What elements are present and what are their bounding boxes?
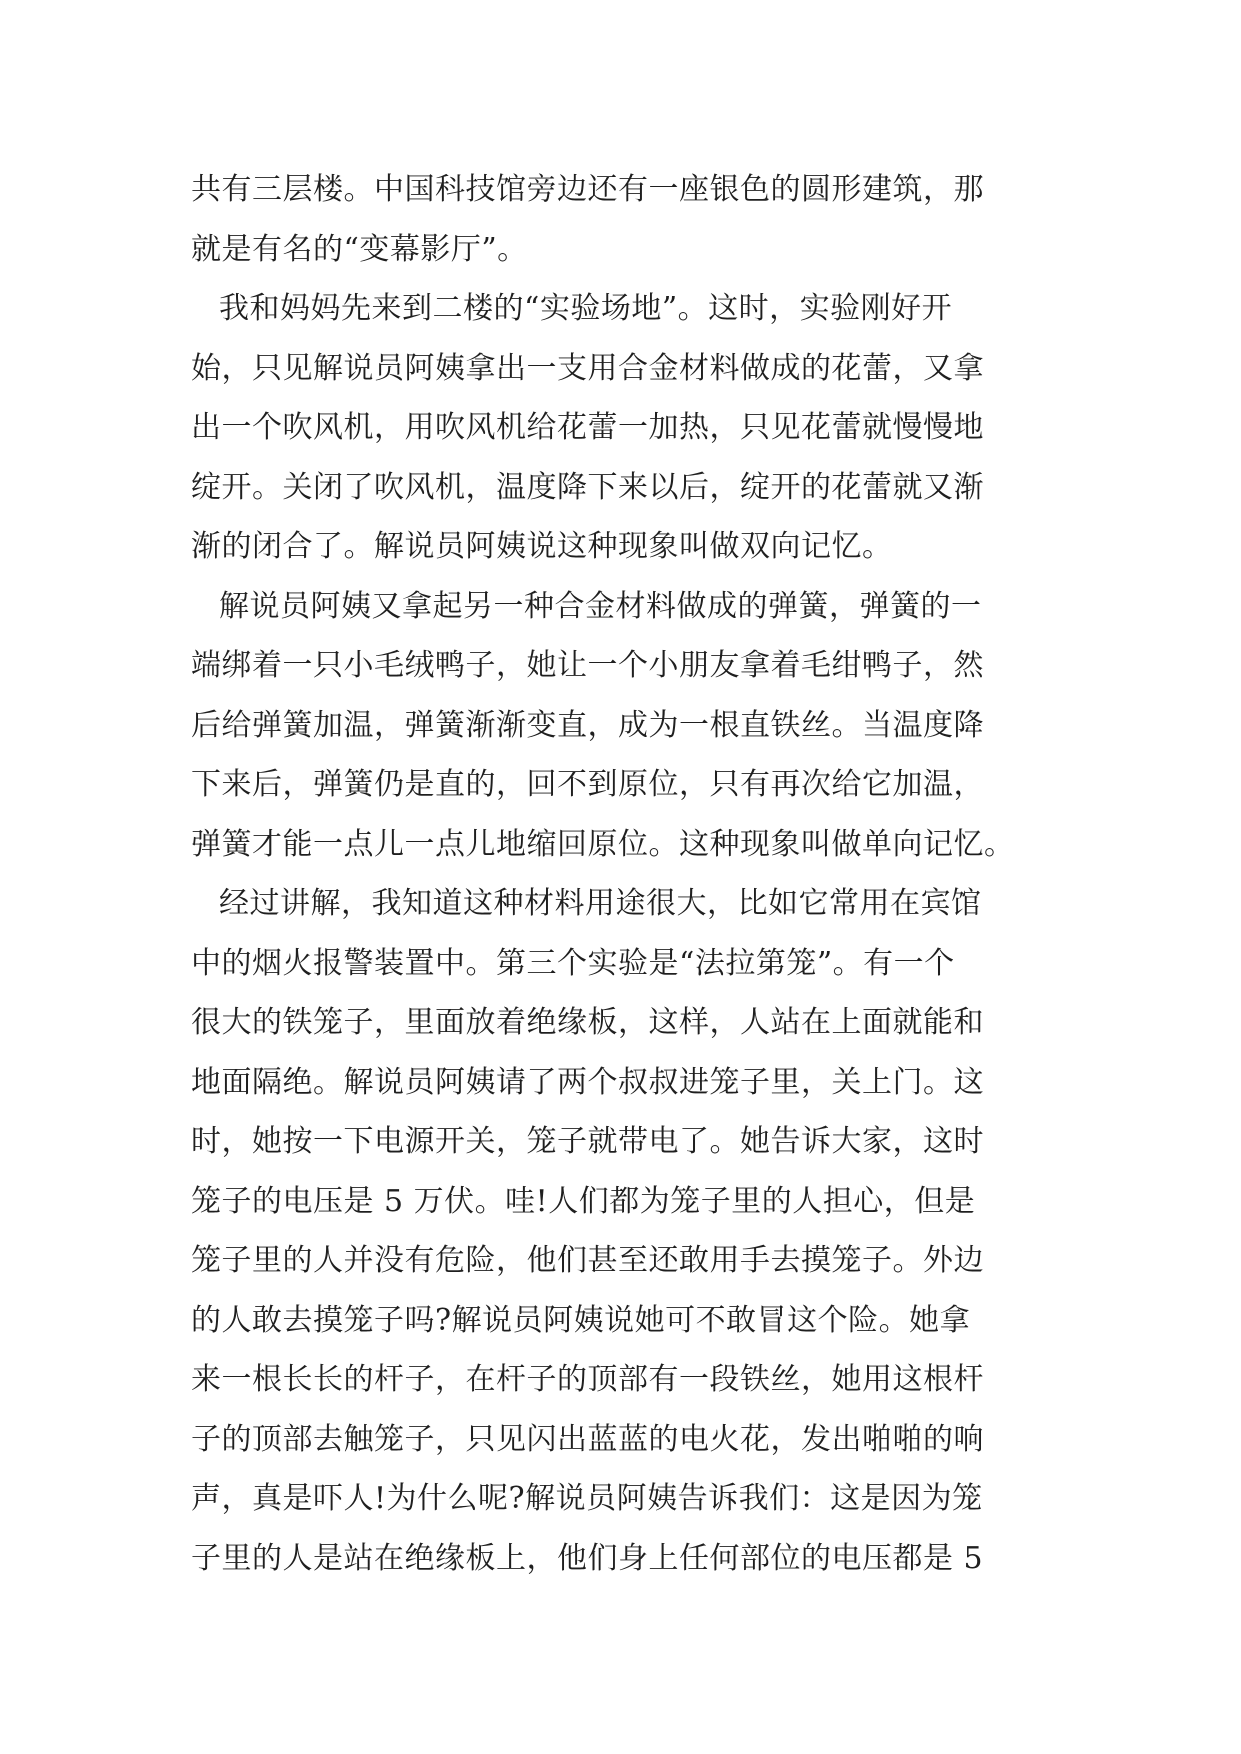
- text-line: 中的烟火报警装置中。第三个实验是“法拉第笼”。有一个: [191, 945, 955, 981]
- text-line: 就是有名的“变幕影厅”。: [191, 231, 528, 267]
- text-line: 后给弹簧加温，弹簧渐渐变直，成为一根直铁丝。当温度降: [191, 707, 984, 743]
- text-line: 弹簧才能一点儿一点儿地缩回原位。这种现象叫做单向记忆。: [191, 826, 1015, 862]
- body-text: [191, 160, 1051, 1588]
- paragraph-start-line: 解说员阿姨又拿起另一种合金材料做成的弹簧，弹簧的一: [219, 588, 982, 624]
- text-line: 的人敢去摸笼子吗?解说员阿姨说她可不敢冒这个险。她拿: [191, 1302, 971, 1338]
- text-line: 时，她按一下电源开关，笼子就带电了。她告诉大家，这时: [191, 1124, 984, 1159]
- text-line: 声，真是吓人!为什么呢?解说员阿姨告诉我们：这是因为笼: [191, 1481, 983, 1516]
- text-line: 绽开。关闭了吹风机，温度降下来以后，绽开的花蕾就又渐: [191, 469, 984, 505]
- text-line: 子的顶部去触笼子，只见闪出蓝蓝的电火花，发出啪啪的响: [191, 1421, 984, 1457]
- paragraph-start-line: 我和妈妈先来到二楼的“实验场地”。这时，实验刚好开: [219, 291, 953, 326]
- text-line: 渐的闭合了。解说员阿姨说这种现象叫做双向记忆。: [191, 529, 893, 564]
- text-line: 端绑着一只小毛绒鸭子，她让一个小朋友拿着毛绀鸭子，然: [191, 648, 984, 683]
- text-line: 共有三层楼。中国科技馆旁边还有一座银色的圆形建筑，那: [191, 172, 984, 207]
- text-line: 笼子里的人并没有危险，他们甚至还敢用手去摸笼子。外边: [191, 1243, 984, 1278]
- text-line: 出一个吹风机，用吹风机给花蕾一加热，只见花蕾就慢慢地: [191, 410, 984, 445]
- text-line: 来一根长长的杆子，在杆子的顶部有一段铁丝，她用这根杆: [191, 1362, 984, 1397]
- text-line: 很大的铁笼子，里面放着绝缘板，这样，人站在上面就能和: [191, 1005, 984, 1040]
- text-line: 地面隔绝。解说员阿姨请了两个叔叔进笼子里，关上门。这: [191, 1064, 984, 1100]
- text-line: 始，只见解说员阿姨拿出一支用合金材料做成的花蕾，又拿: [191, 350, 984, 386]
- text-line: 子里的人是站在绝缘板上，他们身上任何部位的电压都是 5: [191, 1540, 984, 1576]
- paragraph-start-line: 经过讲解，我知道这种材料用途很大，比如它常用在宾馆: [219, 886, 982, 921]
- text-line: 笼子的电压是 5 万伏。哇!人们都为笼子里的人担心，但是: [191, 1183, 976, 1219]
- text-line: 下来后，弹簧仍是直的，回不到原位，只有再次给它加温，: [191, 767, 984, 802]
